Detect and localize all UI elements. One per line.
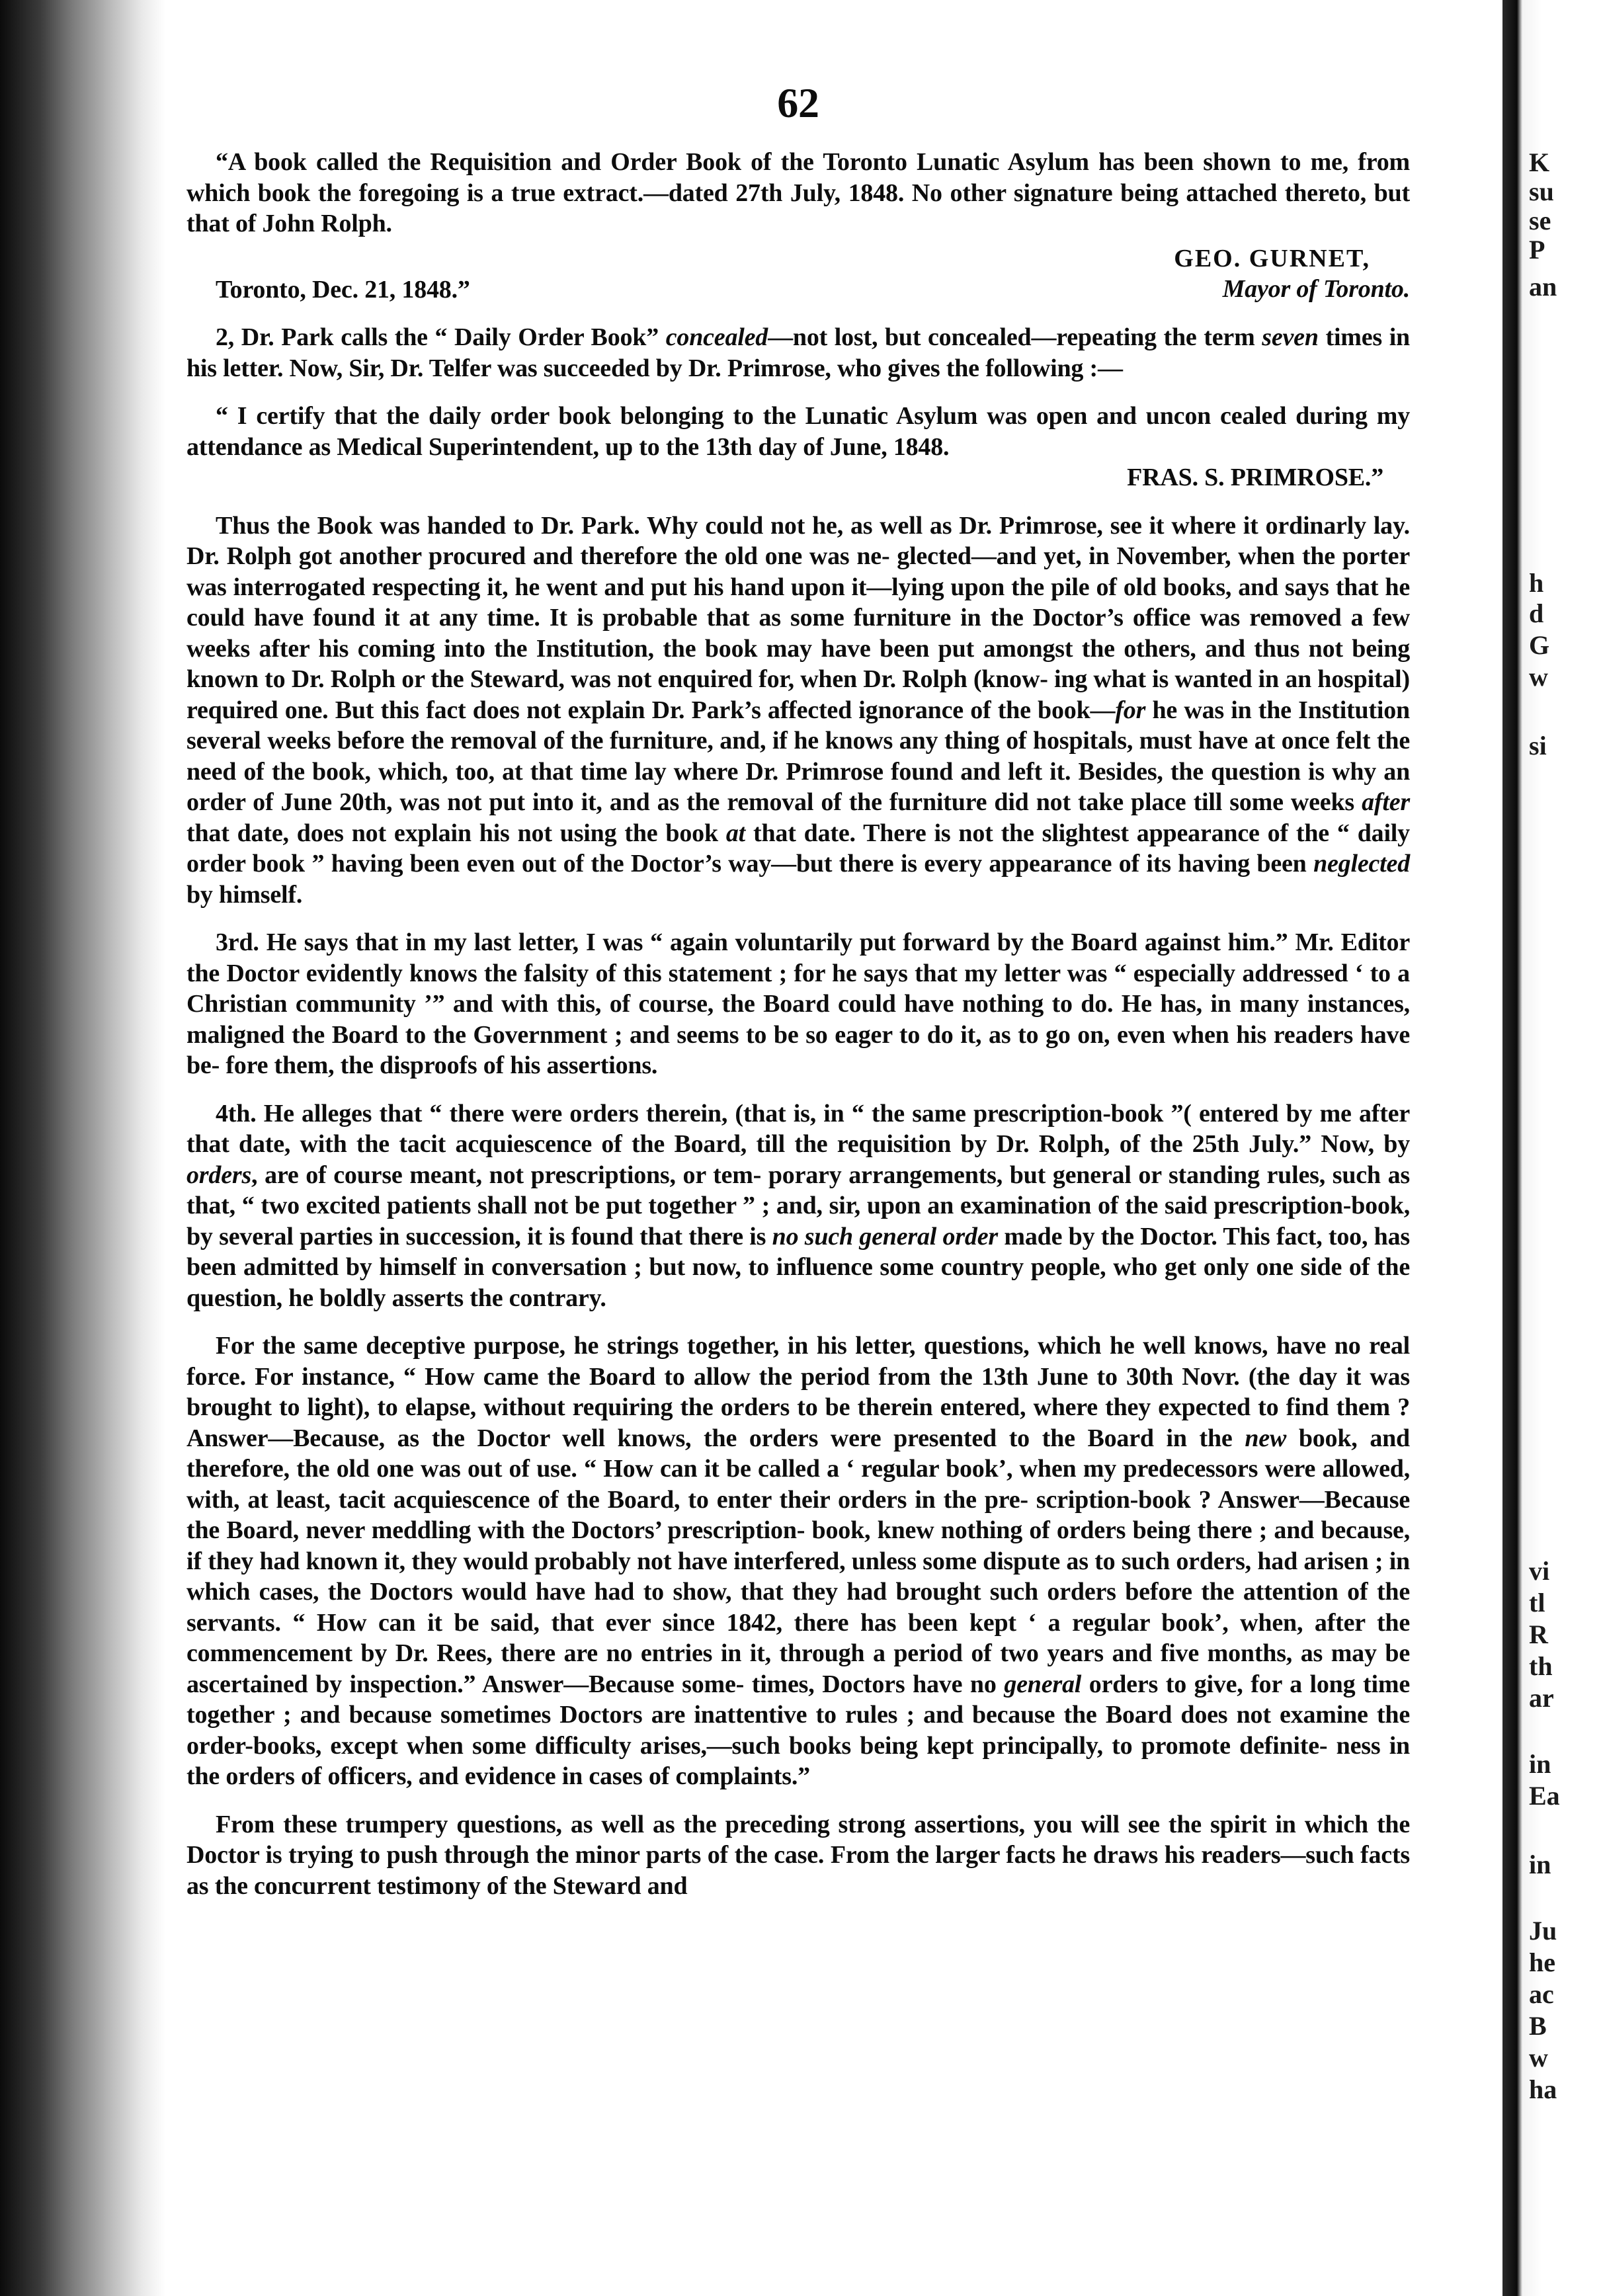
fragment: si <box>1529 731 1547 760</box>
mayor-signature: GEO. GURNET, <box>1174 244 1370 272</box>
paragraph-deceptive-purpose: For the same deceptive purpose, he strings together, in his letter, questions, which he well knows, have no real force. For instance, “ How came the Board to allow the period from the 13th June to 30th Novr. (the day it was brought to light), to elapse, without requiring the orders to be therein entered, where they expected to find them ? Answer—Because, as the Doctor well knows, the orders were presented to the Board in the new book, and therefore, the old one was out of use. “ How can it be called a ‘ regular book’, when my predecessors were allowed, with, at least, tacit acquiescence of the Board, to enter their orders in the pre- scription-book ? Answer—Because the Board, never meddling with the Doctors’ prescription- book, knew nothing of orders being there ; and because, if they had known it, they would probably not have interfered, unless some dispute as to such orders, had arisen ; in which cases, the Doctors would have had to show, that they had brought such orders before the attention of the servants. “ How can it be said, that ever since 1842, there has been kept ‘ a regular book’, when, after the commencement by Dr. Rees, there are no entries in it, through a period of two years and five months, as may be ascertained by inspection.” Answer—Because some- times, Doctors have no general orders to give, for a long time together ; and because sometimes Doctors are inattentive to rules ; and because the Board does not examine the order-books, except when some difficulty arises,—such books being kept principally, to promote definite- ness in the orders of officers, and evidence in cases of complaints.” <box>186 1332 1410 1790</box>
primrose-signature: FRAS. S. PRIMROSE.” <box>1127 464 1383 491</box>
fragment: in <box>1529 1749 1551 1779</box>
book-binding-shadow <box>0 0 165 2296</box>
paragraph-fourth-point: 4th. He alleges that “ there were orders therein, (that is, in “ the same prescription-book ”( entered by me after that date, with the tacit acquiescence of the Board, till the requisition by Dr. Rolph, of the 25th July.” Now, by orders, are of course meant, not prescriptions, or tem- porary arrangements, but general or standing rules, such as that, “ two excited patients shall not be put together ” ; and, sir, upon an examination of the said prescription-book, by several parties in succession, it is found that there is no such general order made by the Doctor. This fact, too, has been admitted by himself in conversation ; but now, to influence some country people, who get only one side of the question, he boldly asserts the contrary. <box>186 1099 1410 1312</box>
fragment: h <box>1529 568 1544 598</box>
fragment: Ju <box>1529 1916 1557 1946</box>
paragraph-second-point: 2, Dr. Park calls the “ Daily Order Book” concealed—not lost, but concealed—repeating the term seven times in his letter. Now, Sir, Dr. Telfer was succeeded by Dr. Primrose, who gives the following :— <box>186 323 1410 382</box>
fragment: su <box>1529 177 1554 206</box>
fragment: ha <box>1529 2074 1557 2104</box>
fragment: d <box>1529 598 1544 628</box>
fragment: ar <box>1529 1683 1554 1713</box>
certificate-dateline: Toronto, Dec. 21, 1848.” <box>216 275 470 304</box>
fragment: K <box>1529 147 1550 177</box>
page-number: 62 <box>777 79 819 126</box>
paragraph-third-point: 3rd. He says that in my last letter, I was “ again voluntarily put forward by the Board against him.” Mr. Editor the Doctor evidently knows the falsity of this statement ; for he says that my letter was “ especially addressed ‘ to a Christian community ’” and with this, of course, the Board could have nothing to do. He has, in many instances, maligned the Board to the Government ; and seems to be so eager to do it, as to go on, even when his readers have be- fore them, the disproofs of his assertions. <box>186 928 1410 1079</box>
page-text-column <box>186 79 1410 1901</box>
fragment: in <box>1529 1850 1551 1879</box>
fragment: w <box>1529 2043 1548 2072</box>
fragment: tl <box>1529 1588 1545 1618</box>
fragment: P <box>1529 235 1545 265</box>
mayor-title: Mayor of Toronto. <box>1222 275 1410 303</box>
fragment: se <box>1529 206 1551 235</box>
adjacent-page-fragments <box>1521 0 1603 2296</box>
fragment: G <box>1529 630 1550 660</box>
paragraph-book-handed: Thus the Book was handed to Dr. Park. Why could not he, as well as Dr. Primrose, see it where it ordinarly lay. Dr. Rolph got another procured and therefore the old one was ne- glected—and yet, in November, when the porter was interrogated respecting it, he went and put his hand upon it—lying upon the pile of old books, and says that he could have found it at any time. It is probable that as some furniture in the Doctor’s office was removed a few weeks after his coming into the Institution, the book may have been put amongst the others, and thus not being known to Dr. Rolph or the Steward, was not enquired for, when Dr. Rolph (know- ing what is wanted in an hospital) required one. But this fact does not explain Dr. Park’s affected ignorance of the book—for he was in the Institution several weeks before the removal of the furniture, and, if he knows any thing of hospitals, must have at once felt the need of the book, which, too, at that time lay where Dr. Primrose found and left it. Besides, the question is why an order of June 20th, was not put into it, and as the removal of the furniture did not take place till some weeks after that date, does not explain his not using the book at that date. There is not the slightest appearance of the “ daily order book ” having been even out of the Doctor’s way—but there is every appearance of its having been neglected by himself. <box>186 511 1410 909</box>
fragment: th <box>1529 1651 1553 1681</box>
primrose-certificate: “ I certify that the daily order book belonging to the Lunatic Asylum was open and uncon cealed during my attendance as Medical Superintendent, up to the 13th day of June, 1848. <box>186 402 1410 461</box>
fragment: ac <box>1529 1979 1554 2009</box>
fragment: an <box>1529 272 1557 302</box>
fragment: R <box>1529 1620 1548 1649</box>
fragment: w <box>1529 662 1548 692</box>
fragment: B <box>1529 2011 1547 2041</box>
fragment: he <box>1529 1948 1555 1977</box>
fragment: vi <box>1529 1556 1550 1586</box>
mayor-certificate: “A book called the Requisition and Order Book of the Toronto Lunatic Asylum has been shown to me, from which book the foregoing is a true extract.—dated 27th July, 1848. No other signature being attached thereto, but that of John Rolph. <box>186 148 1410 237</box>
paragraph-trumpery-questions: From these trumpery questions, as well as the preceding strong assertions, you will see the spirit in which the Doctor is trying to push through the minor parts of the case. From the larger facts he draws his readers—such facts as the concurrent testimony of the Steward and <box>186 1810 1410 1900</box>
fragment: Ea <box>1529 1781 1560 1811</box>
